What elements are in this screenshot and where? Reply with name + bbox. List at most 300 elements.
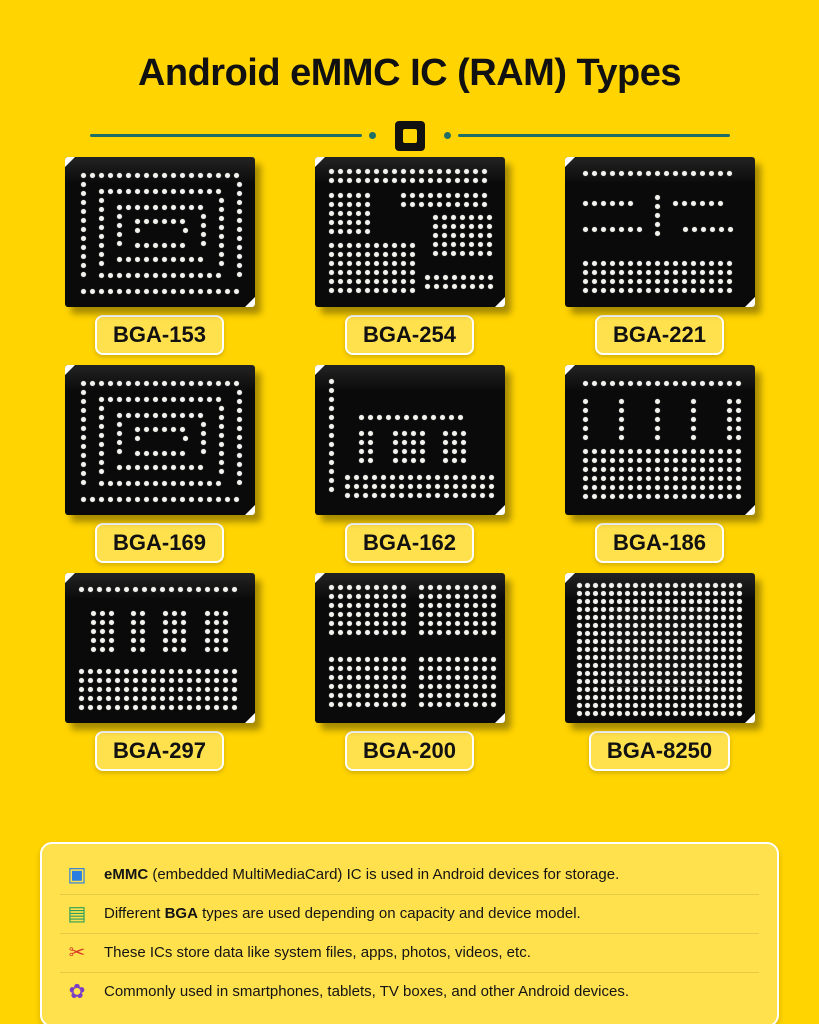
solder-ball <box>697 591 702 596</box>
solder-ball <box>144 381 149 386</box>
solder-ball <box>347 657 352 662</box>
solder-ball <box>207 497 212 502</box>
solder-ball <box>402 458 407 463</box>
solder-ball <box>673 591 678 596</box>
solder-ball <box>365 693 370 698</box>
solder-ball <box>460 224 465 229</box>
solder-ball <box>99 289 104 294</box>
solder-ball <box>347 202 352 207</box>
solder-ball <box>709 458 714 463</box>
solder-ball <box>673 623 678 628</box>
solder-ball <box>99 243 104 248</box>
solder-ball <box>401 621 406 626</box>
solder-ball <box>646 288 651 293</box>
solder-ball <box>737 687 742 692</box>
solder-ball <box>709 476 714 481</box>
solder-ball <box>641 695 646 700</box>
solder-ball <box>727 171 732 176</box>
solder-ball <box>577 695 582 700</box>
solder-ball <box>628 270 633 275</box>
solder-ball <box>657 623 662 628</box>
solder-ball <box>196 678 201 683</box>
solder-ball <box>207 173 212 178</box>
gear-icon: ✿ <box>68 981 86 1004</box>
solder-ball <box>633 607 638 612</box>
solder-ball <box>641 607 646 612</box>
solder-ball <box>172 629 177 634</box>
solder-ball <box>455 684 460 689</box>
solder-ball <box>201 449 206 454</box>
solder-ball <box>151 669 156 674</box>
solder-ball <box>655 494 660 499</box>
solder-ball <box>81 263 86 268</box>
solder-ball <box>601 663 606 668</box>
solder-ball <box>374 675 379 680</box>
solder-ball <box>646 476 651 481</box>
solder-ball <box>619 426 624 431</box>
solder-ball <box>455 702 460 707</box>
solder-ball <box>162 257 167 262</box>
solder-ball <box>402 431 407 436</box>
solder-ball <box>171 465 176 470</box>
solder-ball <box>356 169 361 174</box>
solder-ball <box>237 408 242 413</box>
solder-ball <box>601 227 606 232</box>
solder-ball <box>99 424 104 429</box>
ic-bga-200 <box>315 573 505 723</box>
solder-ball <box>452 275 457 280</box>
solder-ball <box>444 475 449 480</box>
solder-ball <box>180 289 185 294</box>
solder-ball <box>347 684 352 689</box>
solder-ball <box>374 279 379 284</box>
solder-ball <box>460 215 465 220</box>
solder-ball <box>729 663 734 668</box>
solder-ball <box>338 243 343 248</box>
solder-ball <box>617 655 622 660</box>
solder-ball <box>718 494 723 499</box>
ball-array <box>315 365 505 515</box>
solder-ball <box>585 583 590 588</box>
solder-ball <box>417 484 422 489</box>
solder-ball <box>619 435 624 440</box>
solder-ball <box>365 169 370 174</box>
solder-ball <box>401 252 406 257</box>
solder-ball <box>214 705 219 710</box>
solder-ball <box>374 169 379 174</box>
solder-ball <box>162 427 167 432</box>
solder-ball <box>437 193 442 198</box>
solder-ball <box>422 415 427 420</box>
solder-ball <box>108 273 113 278</box>
solder-ball <box>491 657 496 662</box>
solder-ball <box>219 207 224 212</box>
solder-ball <box>727 435 732 440</box>
solder-ball <box>180 243 185 248</box>
solder-ball <box>473 169 478 174</box>
solder-ball <box>410 178 415 183</box>
solder-ball <box>162 205 167 210</box>
solder-ball <box>681 711 686 716</box>
solder-ball <box>649 599 654 604</box>
solder-ball <box>347 288 352 293</box>
solder-ball <box>619 288 624 293</box>
solder-ball <box>356 693 361 698</box>
solder-ball <box>329 178 334 183</box>
solder-ball <box>649 703 654 708</box>
solder-ball <box>700 261 705 266</box>
solder-ball <box>392 585 397 590</box>
solder-ball <box>633 639 638 644</box>
solder-ball <box>108 381 113 386</box>
solder-ball <box>673 679 678 684</box>
solder-ball <box>219 406 224 411</box>
solder-ball <box>100 620 105 625</box>
solder-ball <box>162 465 167 470</box>
solder-ball <box>181 611 186 616</box>
solder-ball <box>189 289 194 294</box>
solder-ball <box>368 449 373 454</box>
solder-ball <box>737 631 742 636</box>
solder-ball <box>359 440 364 445</box>
solder-ball <box>593 703 598 708</box>
solder-ball <box>592 288 597 293</box>
solder-ball <box>172 611 177 616</box>
solder-ball <box>729 623 734 628</box>
solder-ball <box>428 675 433 680</box>
solder-ball <box>329 270 334 275</box>
solder-ball <box>737 711 742 716</box>
solder-ball <box>601 687 606 692</box>
solder-ball <box>419 193 424 198</box>
solder-ball <box>356 675 361 680</box>
solder-ball <box>329 424 334 429</box>
solder-ball <box>126 465 131 470</box>
solder-ball <box>689 615 694 620</box>
solder-ball <box>462 484 467 489</box>
solder-ball <box>641 615 646 620</box>
solder-ball <box>88 587 93 592</box>
solder-ball <box>649 615 654 620</box>
solder-ball <box>162 381 167 386</box>
solder-ball <box>682 381 687 386</box>
solder-ball <box>641 631 646 636</box>
solder-ball <box>442 224 447 229</box>
solder-ball <box>646 381 651 386</box>
solder-ball <box>681 647 686 652</box>
solder-ball <box>374 594 379 599</box>
solder-ball <box>419 630 424 635</box>
solder-ball <box>673 288 678 293</box>
solder-ball <box>99 433 104 438</box>
solder-ball <box>729 583 734 588</box>
solder-ball <box>374 585 379 590</box>
solder-ball <box>601 591 606 596</box>
solder-ball <box>81 227 86 232</box>
solder-ball <box>721 607 726 612</box>
ic-bga-221 <box>565 157 755 307</box>
solder-ball <box>237 236 242 241</box>
solder-ball <box>392 288 397 293</box>
solder-ball <box>480 475 485 480</box>
solder-ball <box>131 629 136 634</box>
solder-ball <box>413 415 418 420</box>
solder-ball <box>117 273 122 278</box>
solder-ball <box>395 415 400 420</box>
solder-ball <box>133 678 138 683</box>
solder-ball <box>135 481 140 486</box>
solder-ball <box>160 687 165 692</box>
solder-ball <box>609 679 614 684</box>
solder-ball <box>729 655 734 660</box>
solder-ball <box>135 289 140 294</box>
solder-ball <box>713 703 718 708</box>
solder-ball <box>461 449 466 454</box>
solder-ball <box>419 594 424 599</box>
solder-ball <box>135 465 140 470</box>
solder-ball <box>401 169 406 174</box>
solder-ball <box>117 431 122 436</box>
solder-ball <box>583 467 588 472</box>
solder-ball <box>109 620 114 625</box>
solder-ball <box>633 615 638 620</box>
chip-label: BGA-169 <box>95 523 224 563</box>
solder-ball <box>401 693 406 698</box>
solder-ball <box>617 615 622 620</box>
solder-ball <box>633 679 638 684</box>
solder-ball <box>664 458 669 463</box>
solder-ball <box>162 497 167 502</box>
chip-card <box>540 573 780 771</box>
solder-ball <box>592 494 597 499</box>
solder-ball <box>106 678 111 683</box>
solder-ball <box>619 485 624 490</box>
solder-ball <box>700 449 705 454</box>
solder-ball <box>705 695 710 700</box>
note-text: Commonly used in smartphones, tablets, TV boxes, and other Android devices. <box>104 983 630 1001</box>
solder-ball <box>401 603 406 608</box>
solder-ball <box>401 261 406 266</box>
solder-ball <box>234 289 239 294</box>
solder-ball <box>99 225 104 230</box>
solder-ball <box>135 427 140 432</box>
solder-ball <box>153 427 158 432</box>
solder-ball <box>237 245 242 250</box>
solder-ball <box>609 671 614 676</box>
solder-ball <box>482 603 487 608</box>
chip-card <box>290 157 530 355</box>
solder-ball <box>601 615 606 620</box>
divider <box>90 121 730 151</box>
solder-ball <box>419 693 424 698</box>
solder-ball <box>392 693 397 698</box>
solder-ball <box>737 655 742 660</box>
solder-ball <box>383 675 388 680</box>
solder-ball <box>207 481 212 486</box>
solder-ball <box>736 381 741 386</box>
solder-ball <box>392 252 397 257</box>
solder-ball <box>633 655 638 660</box>
solder-ball <box>392 630 397 635</box>
solder-ball <box>691 435 696 440</box>
solder-ball <box>713 599 718 604</box>
solder-ball <box>356 585 361 590</box>
solder-ball <box>601 679 606 684</box>
solder-ball <box>446 202 451 207</box>
solder-ball <box>131 611 136 616</box>
solder-ball <box>381 475 386 480</box>
solder-ball <box>697 615 702 620</box>
solder-ball <box>124 687 129 692</box>
solder-ball <box>446 612 451 617</box>
solder-ball <box>383 702 388 707</box>
solder-ball <box>489 484 494 489</box>
solder-ball <box>442 242 447 247</box>
solder-ball <box>109 647 114 652</box>
solder-ball <box>442 251 447 256</box>
solder-ball <box>682 201 687 206</box>
solder-ball <box>577 647 582 652</box>
solder-ball <box>449 415 454 420</box>
solder-ball <box>718 279 723 284</box>
solder-ball <box>189 465 194 470</box>
solder-ball <box>401 684 406 689</box>
solder-ball <box>673 476 678 481</box>
solder-ball <box>691 399 696 404</box>
solder-ball <box>437 684 442 689</box>
solder-ball <box>178 587 183 592</box>
solder-ball <box>464 684 469 689</box>
solder-ball <box>585 671 590 676</box>
solder-ball <box>428 666 433 671</box>
solder-ball <box>692 227 697 232</box>
solder-ball <box>617 607 622 612</box>
solder-ball <box>593 695 598 700</box>
solder-ball <box>338 261 343 266</box>
solder-ball <box>451 233 456 238</box>
solder-ball <box>169 678 174 683</box>
solder-ball <box>583 449 588 454</box>
solder-ball <box>329 478 334 483</box>
chip-label: BGA-221 <box>595 315 724 355</box>
solder-ball <box>619 476 624 481</box>
solder-ball <box>225 381 230 386</box>
solder-ball <box>610 476 615 481</box>
solder-ball <box>610 279 615 284</box>
solder-ball <box>374 693 379 698</box>
solder-ball <box>356 603 361 608</box>
solder-ball <box>90 289 95 294</box>
solder-ball <box>583 201 588 206</box>
solder-ball <box>736 435 741 440</box>
solder-ball <box>151 687 156 692</box>
solder-ball <box>721 599 726 604</box>
solder-ball <box>374 178 379 183</box>
solder-ball <box>433 224 438 229</box>
solder-ball <box>625 583 630 588</box>
solder-ball <box>721 671 726 676</box>
solder-ball <box>216 381 221 386</box>
solder-ball <box>691 270 696 275</box>
solder-ball <box>237 218 242 223</box>
solder-ball <box>689 655 694 660</box>
solder-ball <box>172 638 177 643</box>
solder-ball <box>592 227 597 232</box>
solder-ball <box>713 679 718 684</box>
solder-ball <box>625 671 630 676</box>
solder-ball <box>464 702 469 707</box>
solder-ball <box>81 444 86 449</box>
solder-ball <box>90 497 95 502</box>
solder-ball <box>365 229 370 234</box>
solder-ball <box>163 638 168 643</box>
solder-ball <box>473 621 478 626</box>
solder-ball <box>625 711 630 716</box>
solder-ball <box>153 465 158 470</box>
solder-ball <box>609 615 614 620</box>
solder-ball <box>381 484 386 489</box>
solder-ball <box>585 655 590 660</box>
solder-ball <box>144 243 149 248</box>
solder-ball <box>338 193 343 198</box>
solder-ball <box>410 202 415 207</box>
solder-ball <box>437 621 442 626</box>
solder-ball <box>617 703 622 708</box>
solder-ball <box>392 612 397 617</box>
solder-ball <box>133 687 138 692</box>
solder-ball <box>140 611 145 616</box>
solder-ball <box>180 451 185 456</box>
solder-ball <box>196 696 201 701</box>
solder-ball <box>625 591 630 596</box>
solder-ball <box>665 695 670 700</box>
solder-ball <box>359 415 364 420</box>
solder-ball <box>446 193 451 198</box>
solder-ball <box>428 594 433 599</box>
solder-ball <box>356 193 361 198</box>
solder-ball <box>171 289 176 294</box>
solder-ball <box>401 243 406 248</box>
divider-dot-right <box>444 132 451 139</box>
solder-ball <box>718 476 723 481</box>
solder-ball <box>657 639 662 644</box>
solder-ball <box>135 397 140 402</box>
solder-ball <box>365 675 370 680</box>
solder-ball <box>171 273 176 278</box>
solder-ball <box>219 424 224 429</box>
solder-ball <box>216 397 221 402</box>
solder-ball <box>633 647 638 652</box>
solder-ball <box>365 178 370 183</box>
solder-ball <box>198 381 203 386</box>
chip-card <box>290 365 530 563</box>
solder-ball <box>583 270 588 275</box>
solder-ball <box>383 169 388 174</box>
solder-ball <box>601 261 606 266</box>
solder-ball <box>697 583 702 588</box>
solder-ball <box>237 480 242 485</box>
solder-ball <box>471 484 476 489</box>
solder-ball <box>664 270 669 275</box>
solder-ball <box>428 585 433 590</box>
solder-ball <box>124 669 129 674</box>
solder-ball <box>109 611 114 616</box>
solder-ball <box>329 585 334 590</box>
solder-ball <box>347 169 352 174</box>
solder-ball <box>365 666 370 671</box>
solder-ball <box>393 431 398 436</box>
solder-ball <box>420 449 425 454</box>
